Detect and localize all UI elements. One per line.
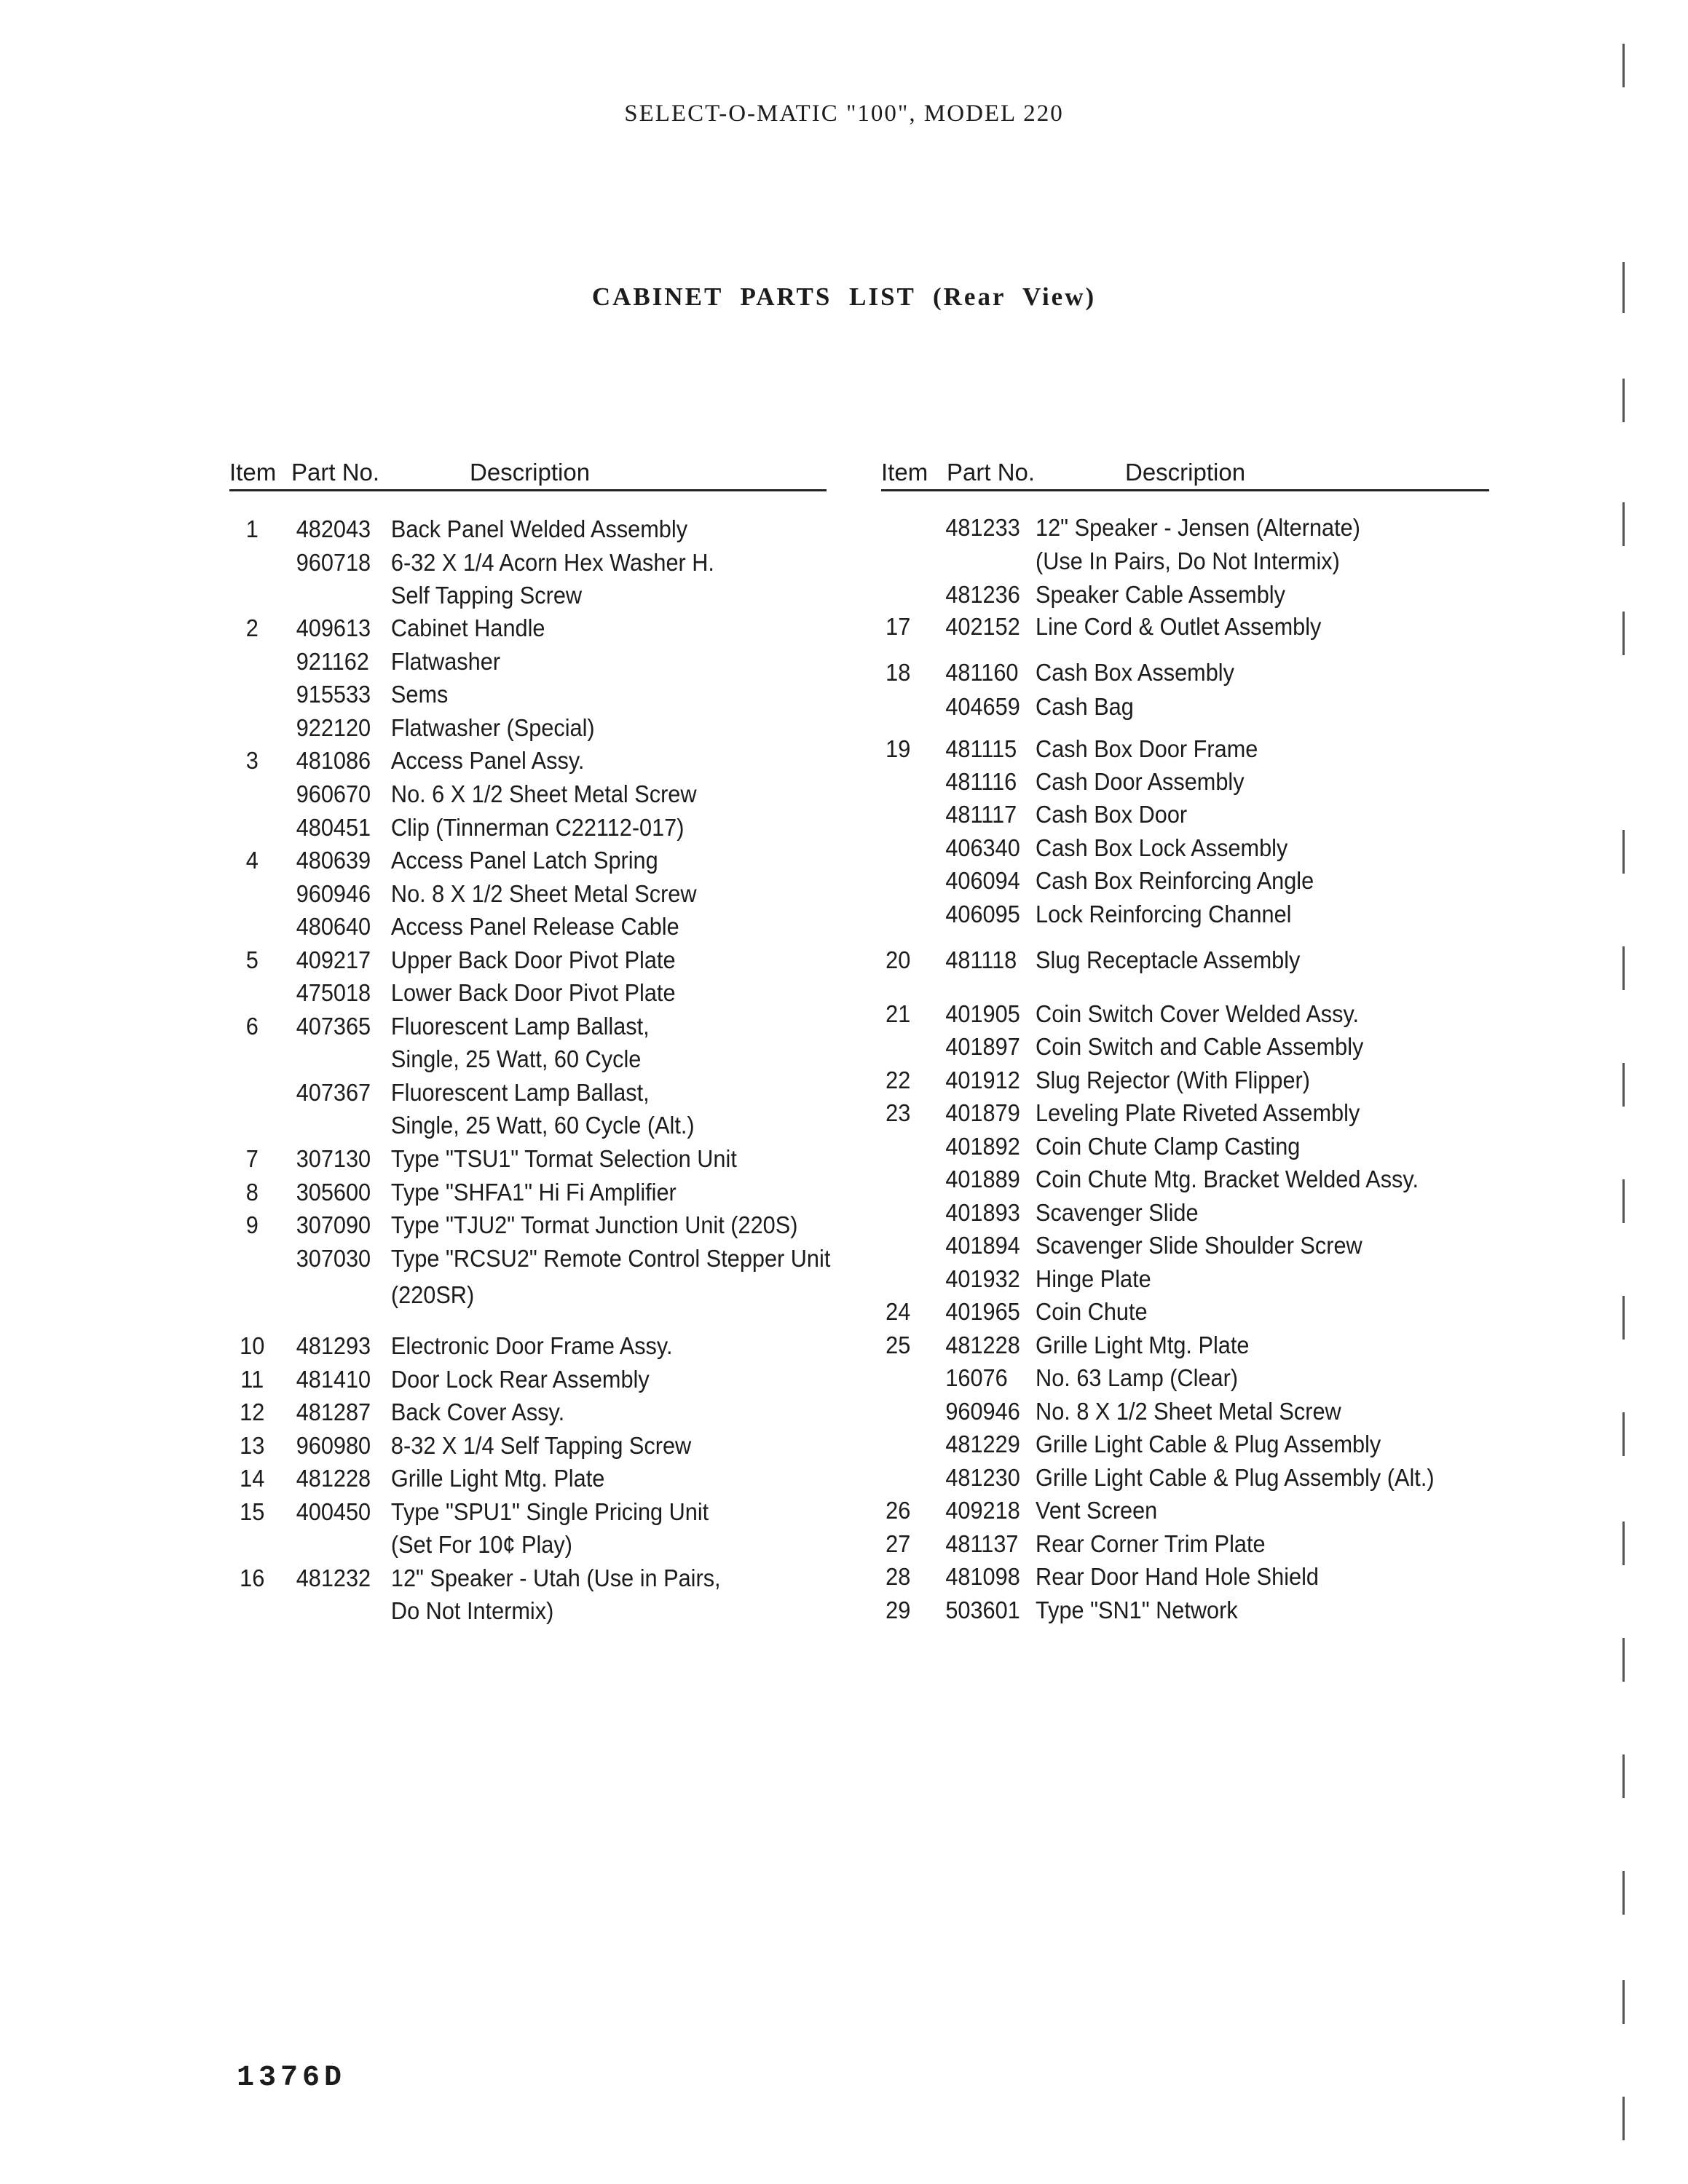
part-number: 307030 bbox=[296, 1245, 371, 1272]
part-number: 407367 bbox=[296, 1079, 371, 1106]
part-description: Grille Light Mtg. Plate bbox=[390, 1465, 605, 1492]
binding-edge-mark bbox=[1622, 830, 1625, 874]
part-number: 481118 bbox=[945, 946, 1017, 973]
binding-edge-mark bbox=[1622, 262, 1625, 313]
part-description: 12" Speaker - Utah (Use in Pairs, bbox=[390, 1564, 721, 1591]
part-number: 481233 bbox=[945, 514, 1020, 541]
page-code: 1376D bbox=[237, 2062, 347, 2094]
part-description: Type "SHFA1" Hi Fi Amplifier bbox=[390, 1179, 677, 1206]
part-description: Back Panel Welded Assembly bbox=[390, 515, 688, 542]
part-number: 481117 bbox=[945, 801, 1017, 828]
part-description: Electronic Door Frame Assy. bbox=[390, 1332, 673, 1359]
item-number: 17 bbox=[886, 613, 911, 640]
part-description: Single, 25 Watt, 60 Cycle (Alt.) bbox=[390, 1112, 695, 1139]
part-number: 401889 bbox=[945, 1166, 1020, 1192]
binding-edge-mark bbox=[1622, 946, 1625, 990]
part-number: 481228 bbox=[945, 1332, 1020, 1358]
part-number: 307090 bbox=[296, 1211, 371, 1238]
item-header: Item bbox=[881, 459, 928, 486]
part-description: Sems bbox=[390, 681, 449, 708]
part-description: Cash Box Door bbox=[1036, 801, 1188, 828]
binding-edge-mark bbox=[1622, 612, 1625, 655]
part-description: Access Panel Latch Spring bbox=[390, 847, 658, 874]
binding-edge-mark bbox=[1622, 379, 1625, 422]
part-number: 480639 bbox=[296, 847, 371, 874]
part-number: 400450 bbox=[296, 1498, 371, 1525]
part-number: 481228 bbox=[296, 1465, 371, 1492]
part-number: 481293 bbox=[296, 1332, 371, 1359]
part-description: Lock Reinforcing Channel bbox=[1036, 901, 1292, 927]
part-description: Leveling Plate Riveted Assembly bbox=[1036, 1099, 1360, 1126]
part-description: Cash Box Door Frame bbox=[1036, 735, 1258, 762]
binding-edge-mark bbox=[1622, 1296, 1625, 1340]
item-number: 26 bbox=[886, 1497, 911, 1524]
part-number: 407365 bbox=[296, 1013, 371, 1040]
binding-edge-mark bbox=[1622, 2097, 1625, 2140]
part-description: Grille Light Mtg. Plate bbox=[1036, 1332, 1250, 1358]
item-number: 24 bbox=[886, 1298, 911, 1325]
binding-edge-mark bbox=[1622, 1754, 1625, 1798]
item-number: 21 bbox=[886, 1000, 911, 1027]
part-description: Type "TSU1" Tormat Selection Unit bbox=[390, 1145, 737, 1172]
part-description: Flatwasher bbox=[390, 648, 500, 675]
part-description: Speaker Cable Assembly bbox=[1036, 581, 1285, 608]
part-description: (Use In Pairs, Do Not Intermix) bbox=[1036, 547, 1340, 574]
part-number: 481116 bbox=[945, 768, 1017, 795]
part-number: 922120 bbox=[296, 714, 371, 741]
binding-edge-mark bbox=[1622, 1980, 1625, 2024]
part-number: 401905 bbox=[945, 1000, 1020, 1027]
part-description: Line Cord & Outlet Assembly bbox=[1036, 613, 1322, 640]
part-description: No. 8 X 1/2 Sheet Metal Screw bbox=[1036, 1398, 1341, 1425]
item-number: 2 bbox=[245, 614, 259, 641]
part-description: Self Tapping Screw bbox=[390, 582, 583, 609]
part-description: Do Not Intermix) bbox=[390, 1597, 554, 1624]
part-number: 404659 bbox=[945, 693, 1020, 720]
model-header: SELECT-O-MATIC "100", MODEL 220 bbox=[624, 100, 1064, 127]
part-no-header: Part No. bbox=[291, 459, 380, 486]
part-description: (Set For 10¢ Play) bbox=[390, 1531, 572, 1558]
item-number: 28 bbox=[886, 1563, 911, 1590]
part-description: No. 63 Lamp (Clear) bbox=[1036, 1364, 1239, 1391]
item-number: 8 bbox=[245, 1179, 259, 1206]
part-number: 409613 bbox=[296, 614, 371, 641]
item-number: 10 bbox=[240, 1332, 265, 1359]
part-number: 503601 bbox=[945, 1597, 1020, 1623]
item-number: 15 bbox=[240, 1498, 265, 1525]
part-description: Coin Chute bbox=[1036, 1298, 1148, 1325]
part-description: Grille Light Cable & Plug Assembly bbox=[1036, 1431, 1381, 1457]
part-number: 481410 bbox=[296, 1366, 371, 1393]
binding-edge-mark bbox=[1622, 1638, 1625, 1682]
part-number: 406340 bbox=[945, 834, 1020, 861]
part-description: Rear Door Hand Hole Shield bbox=[1036, 1563, 1319, 1590]
part-description: 6-32 X 1/4 Acorn Hex Washer H. bbox=[390, 549, 714, 576]
part-number: 305600 bbox=[296, 1179, 371, 1206]
part-description: Upper Back Door Pivot Plate bbox=[390, 946, 676, 973]
part-description: (220SR) bbox=[390, 1281, 475, 1308]
part-number: 401912 bbox=[945, 1067, 1020, 1093]
item-number: 9 bbox=[245, 1211, 259, 1238]
part-description: Coin Chute Mtg. Bracket Welded Assy. bbox=[1036, 1166, 1419, 1192]
part-number: 960670 bbox=[296, 780, 371, 807]
part-description: Slug Receptacle Assembly bbox=[1036, 946, 1301, 973]
binding-edge-mark bbox=[1622, 1522, 1625, 1565]
part-description: Scavenger Slide Shoulder Screw bbox=[1036, 1232, 1362, 1259]
item-number: 13 bbox=[240, 1432, 265, 1459]
part-number: 401897 bbox=[945, 1033, 1020, 1060]
part-description: No. 6 X 1/2 Sheet Metal Screw bbox=[390, 780, 697, 807]
part-number: 481230 bbox=[945, 1464, 1020, 1491]
part-number: 16076 bbox=[945, 1364, 1008, 1391]
part-number: 406094 bbox=[945, 867, 1020, 894]
part-number: 409218 bbox=[945, 1497, 1020, 1524]
item-number: 20 bbox=[886, 946, 911, 973]
part-description: No. 8 X 1/2 Sheet Metal Screw bbox=[390, 880, 697, 907]
part-number: 481137 bbox=[945, 1530, 1019, 1557]
part-number: 409217 bbox=[296, 946, 371, 973]
part-number: 402152 bbox=[945, 613, 1020, 640]
part-number: 960946 bbox=[945, 1398, 1020, 1425]
part-description: Single, 25 Watt, 60 Cycle bbox=[390, 1045, 642, 1072]
item-number: 18 bbox=[886, 659, 911, 686]
part-description: Cash Box Assembly bbox=[1036, 659, 1234, 686]
part-number: 482043 bbox=[296, 515, 371, 542]
part-description: Type "RCSU2" Remote Control Stepper Unit bbox=[390, 1245, 831, 1272]
part-number: 481287 bbox=[296, 1398, 371, 1425]
part-description: Access Panel Assy. bbox=[390, 747, 585, 774]
binding-edge-mark bbox=[1622, 44, 1625, 87]
part-description: Fluorescent Lamp Ballast, bbox=[390, 1079, 650, 1106]
part-description: Back Cover Assy. bbox=[390, 1398, 565, 1425]
part-number: 401965 bbox=[945, 1298, 1020, 1325]
part-number: 401892 bbox=[945, 1133, 1020, 1160]
item-number: 5 bbox=[245, 946, 259, 973]
item-number: 19 bbox=[886, 735, 911, 762]
binding-edge-mark bbox=[1622, 1063, 1625, 1107]
part-description: Scavenger Slide bbox=[1036, 1199, 1199, 1226]
part-number: 401893 bbox=[945, 1199, 1020, 1226]
item-number: 16 bbox=[240, 1564, 265, 1591]
part-number: 481098 bbox=[945, 1563, 1020, 1590]
part-number: 406095 bbox=[945, 901, 1020, 927]
part-description: Rear Corner Trim Plate bbox=[1036, 1530, 1266, 1557]
part-description: Cabinet Handle bbox=[390, 614, 545, 641]
page-title: CABINET PARTS LIST (Rear View) bbox=[591, 282, 1097, 311]
item-number: 6 bbox=[245, 1013, 259, 1040]
part-description: Access Panel Release Cable bbox=[390, 913, 679, 940]
item-number: 23 bbox=[886, 1099, 911, 1126]
part-number: 915533 bbox=[296, 681, 371, 708]
right-column-header bbox=[881, 459, 1489, 491]
part-description: 8-32 X 1/4 Self Tapping Screw bbox=[390, 1432, 692, 1459]
item-number: 4 bbox=[245, 847, 259, 874]
part-number: 481115 bbox=[945, 735, 1017, 762]
part-description: Cash Bag bbox=[1036, 693, 1134, 720]
part-description: Slug Rejector (With Flipper) bbox=[1036, 1067, 1310, 1093]
part-number: 960718 bbox=[296, 549, 371, 576]
part-description: Cash Box Lock Assembly bbox=[1036, 834, 1288, 861]
part-number: 481160 bbox=[945, 659, 1019, 686]
part-description: Coin Chute Clamp Casting bbox=[1036, 1133, 1301, 1160]
part-description: Flatwasher (Special) bbox=[390, 714, 595, 741]
item-number: 14 bbox=[240, 1465, 265, 1492]
item-number: 3 bbox=[245, 747, 259, 774]
item-number: 11 bbox=[240, 1366, 264, 1393]
part-number: 401879 bbox=[945, 1099, 1020, 1126]
part-description: Type "SN1" Network bbox=[1036, 1597, 1238, 1623]
part-description: Lower Back Door Pivot Plate bbox=[390, 979, 676, 1006]
binding-edge-mark bbox=[1622, 502, 1625, 546]
part-number: 481086 bbox=[296, 747, 371, 774]
part-description: Hinge Plate bbox=[1036, 1265, 1151, 1292]
binding-edge-mark bbox=[1622, 1412, 1625, 1456]
part-number: 480640 bbox=[296, 913, 371, 940]
part-description: Clip (Tinnerman C22112-017) bbox=[390, 814, 685, 841]
part-number: 481236 bbox=[945, 581, 1020, 608]
part-number: 307130 bbox=[296, 1145, 371, 1172]
part-description: Grille Light Cable & Plug Assembly (Alt.) bbox=[1036, 1464, 1435, 1491]
part-description: Type "TJU2" Tormat Junction Unit (220S) bbox=[390, 1211, 798, 1238]
part-description: Door Lock Rear Assembly bbox=[390, 1366, 650, 1393]
item-number: 7 bbox=[245, 1145, 259, 1172]
left-column-header bbox=[229, 459, 827, 491]
binding-edge-mark bbox=[1622, 1179, 1625, 1223]
part-number: 480451 bbox=[296, 814, 371, 841]
part-description: 12" Speaker - Jensen (Alternate) bbox=[1036, 514, 1360, 541]
description-header: Description bbox=[470, 459, 591, 486]
binding-edge-mark bbox=[1622, 1871, 1625, 1915]
part-description: Type "SPU1" Single Pricing Unit bbox=[390, 1498, 709, 1525]
part-number: 401894 bbox=[945, 1232, 1020, 1259]
description-header: Description bbox=[1125, 459, 1246, 486]
item-number: 25 bbox=[886, 1332, 911, 1358]
part-description: Coin Switch and Cable Assembly bbox=[1036, 1033, 1364, 1060]
part-number: 401932 bbox=[945, 1265, 1020, 1292]
item-number: 1 bbox=[245, 515, 259, 542]
part-number: 481229 bbox=[945, 1431, 1020, 1457]
part-number: 481232 bbox=[296, 1564, 371, 1591]
part-number: 960980 bbox=[296, 1432, 371, 1459]
part-number: 921162 bbox=[296, 648, 369, 675]
part-number: 960946 bbox=[296, 880, 371, 907]
item-number: 22 bbox=[886, 1067, 911, 1093]
part-number: 475018 bbox=[296, 979, 371, 1006]
item-number: 12 bbox=[240, 1398, 265, 1425]
item-header: Item bbox=[229, 459, 277, 486]
part-description: Fluorescent Lamp Ballast, bbox=[390, 1013, 650, 1040]
item-number: 29 bbox=[886, 1597, 911, 1623]
part-no-header: Part No. bbox=[947, 459, 1036, 486]
item-number: 27 bbox=[886, 1530, 911, 1557]
part-description: Vent Screen bbox=[1036, 1497, 1158, 1524]
part-description: Cash Box Reinforcing Angle bbox=[1036, 867, 1314, 894]
part-description: Cash Door Assembly bbox=[1036, 768, 1245, 795]
part-description: Coin Switch Cover Welded Assy. bbox=[1036, 1000, 1360, 1027]
